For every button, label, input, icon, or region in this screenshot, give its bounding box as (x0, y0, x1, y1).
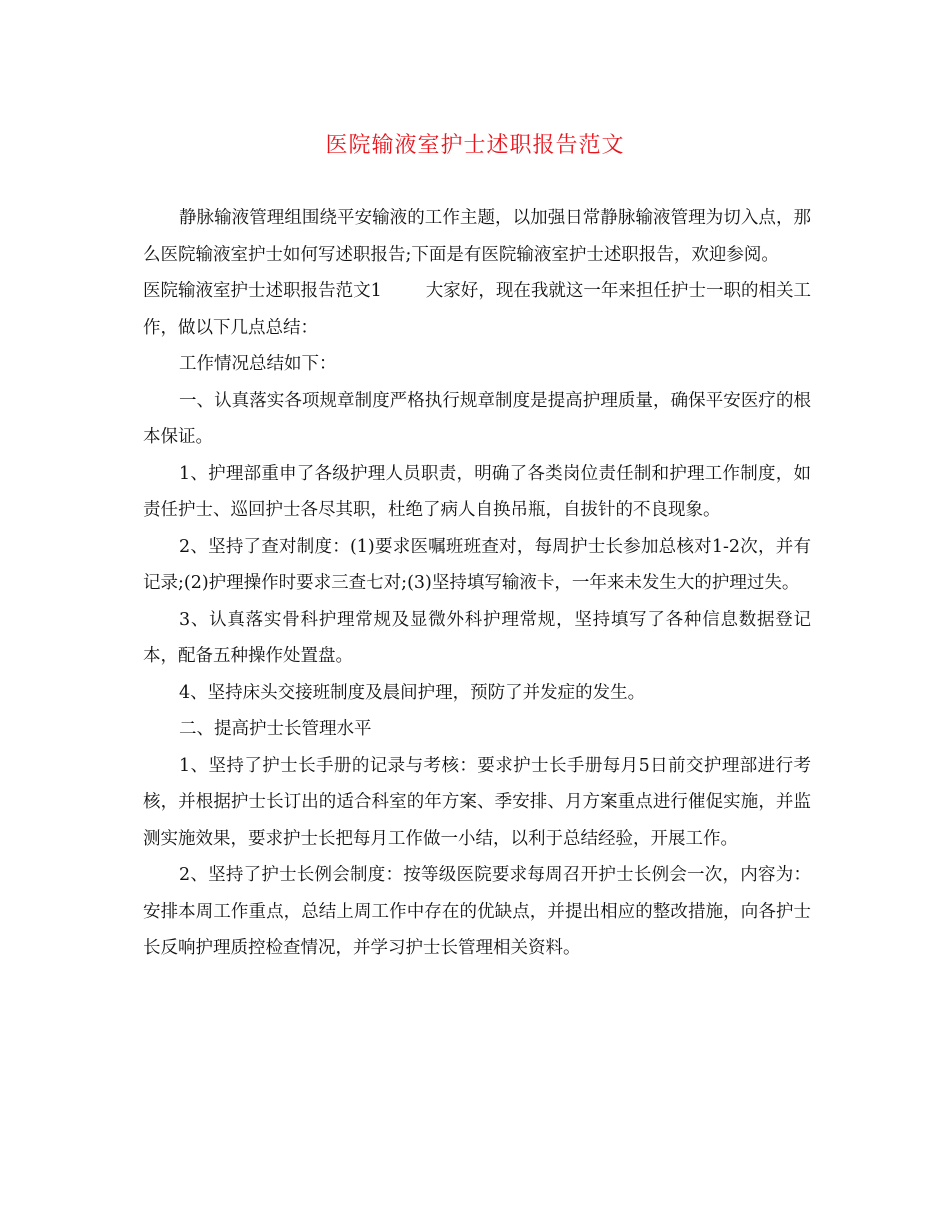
section-heading-paragraph (143, 273, 811, 346)
intro-paragraph: 静脉输液管理组围绕平安输液的工作主题，以加强日常静脉输液管理为切入点，那么医院输液室护士如何写述职报告;下面是有医院输液室护士述职报告，欢迎参阅。 (143, 208, 811, 265)
paragraph: 二、提高护士长管理水平 (179, 719, 372, 739)
paragraph: 2、坚持了护士长例会制度：按等级医院要求每周召开护士长例会一次，内容为：安排本周工作重点，总结上周工作中存在的优缺点，并提出相应的整改措施，向各护士长反响护理质控检查情况，并学习护士长管理相关资料。 (143, 865, 811, 958)
document-title: 医院输液室护士述职报告范文 (325, 133, 625, 158)
paragraph: 4、坚持床头交接班制度及晨间护理，预防了并发症的发生。 (179, 682, 646, 703)
section-heading: 医院输液室护士述职报告范文1 (143, 281, 382, 301)
paragraph: 3、认真落实骨科护理常规及显微外科护理常规，坚持填写了各种信息数据登记本，配备五种操作处置盘。 (143, 609, 811, 666)
document-body (143, 200, 811, 967)
paragraph: 2、坚持了查对制度：(1)要求医嘱班班查对，每周护士长参加总核对1-2次，并有记录;(2)护理操作时要求三查七对;(3)坚持填写输液卡，一年来未发生大的护理过失。 (143, 536, 811, 593)
paragraph: 工作情况总结如下： (179, 354, 337, 374)
paragraph: 1、坚持了护士长手册的记录与考核：要求护士长手册每月5日前交护理部进行考核，并根据护士长订出的适合科室的年方案、季安排、月方案重点进行催促实施，并监测实施效果，要求护士长把每月工作做一小结，以利于总结经验，开展工作。 (143, 755, 811, 849)
section-opening: 大家好，现在我就这一年来担任护士一职的相关工作，做以下几点总结： (143, 281, 812, 338)
paragraph: 1、护理部重申了各级护理人员职责，明确了各类岗位责任制和护理工作制度，如责任护士、巡回护士各尽其职，杜绝了病人自换吊瓶，自拔针的不良现象。 (143, 463, 811, 520)
paragraph: 一、认真落实各项规章制度严格执行规章制度是提高护理质量，确保平安医疗的根本保证。 (143, 390, 811, 447)
